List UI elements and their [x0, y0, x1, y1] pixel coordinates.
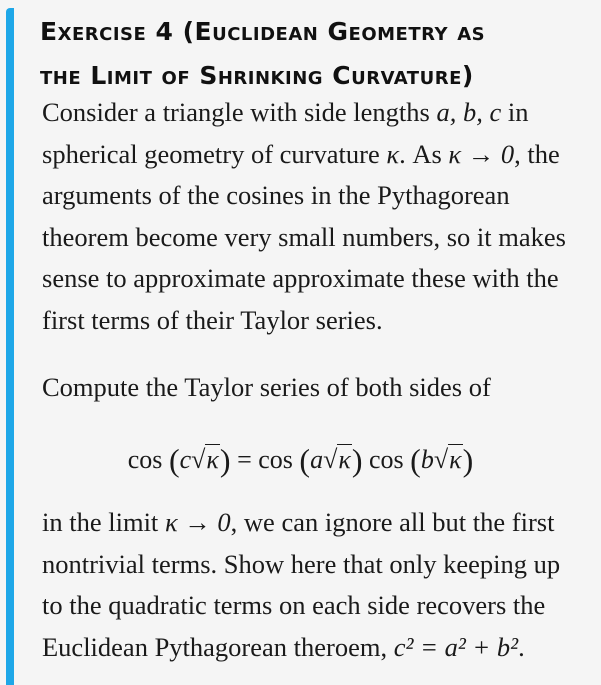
- title-line-2: the Limit of Shrinking Curvature): [40, 61, 474, 90]
- text-line: [42, 632, 525, 663]
- math: cos: [368, 445, 404, 474]
- math: cos: [127, 445, 163, 474]
- math: c² = a² + b²: [393, 632, 519, 662]
- text-line: arguments of the cosines in the Pythagorean: [42, 180, 510, 210]
- text-line: first terms of their Taylor series.: [42, 305, 383, 335]
- math: c: [179, 445, 192, 474]
- text-line: [42, 507, 554, 538]
- math: κ → 0: [448, 139, 515, 169]
- math: cos: [258, 445, 293, 474]
- math: b: [420, 445, 434, 474]
- text-line: Compute the Taylor series of both sides of: [42, 372, 491, 402]
- text-line: sense to approximate approximate these with the: [42, 263, 559, 293]
- math: a, b, c: [436, 97, 502, 127]
- math: κ: [338, 445, 351, 474]
- math: κ: [206, 445, 219, 474]
- text-line: theorem become very small numbers, so it makes: [42, 222, 566, 252]
- exercise-title: [40, 10, 600, 98]
- text-line: [42, 139, 560, 170]
- text: in: [501, 97, 529, 127]
- text-line: nontrivial terms. Show here that only keeping up: [42, 549, 561, 579]
- title-line-1: Exercise 4 (Euclidean Geometry as: [40, 17, 486, 46]
- math: κ: [386, 139, 400, 169]
- math: κ → 0: [164, 507, 231, 537]
- text-line: [42, 97, 529, 128]
- math: a: [310, 445, 324, 474]
- text-line: to the quadratic terms on each side recovers the: [42, 590, 546, 620]
- text: .: [518, 632, 525, 662]
- math: κ: [449, 445, 462, 474]
- text: . As: [399, 139, 449, 169]
- text: Euclidean Pythagorean theroem,: [42, 632, 394, 662]
- text: , the: [514, 139, 560, 169]
- accent-bar: [6, 8, 14, 685]
- text: spherical geometry of curvature: [42, 139, 387, 169]
- cosine-formula: cos (c√κ) = cos (a√κ) cos (b√κ): [127, 442, 474, 478]
- text: , we can ignore all but the first: [230, 507, 555, 537]
- math: =: [237, 445, 252, 474]
- text: in the limit: [42, 507, 165, 537]
- text: Consider a triangle with side lengths: [42, 97, 437, 127]
